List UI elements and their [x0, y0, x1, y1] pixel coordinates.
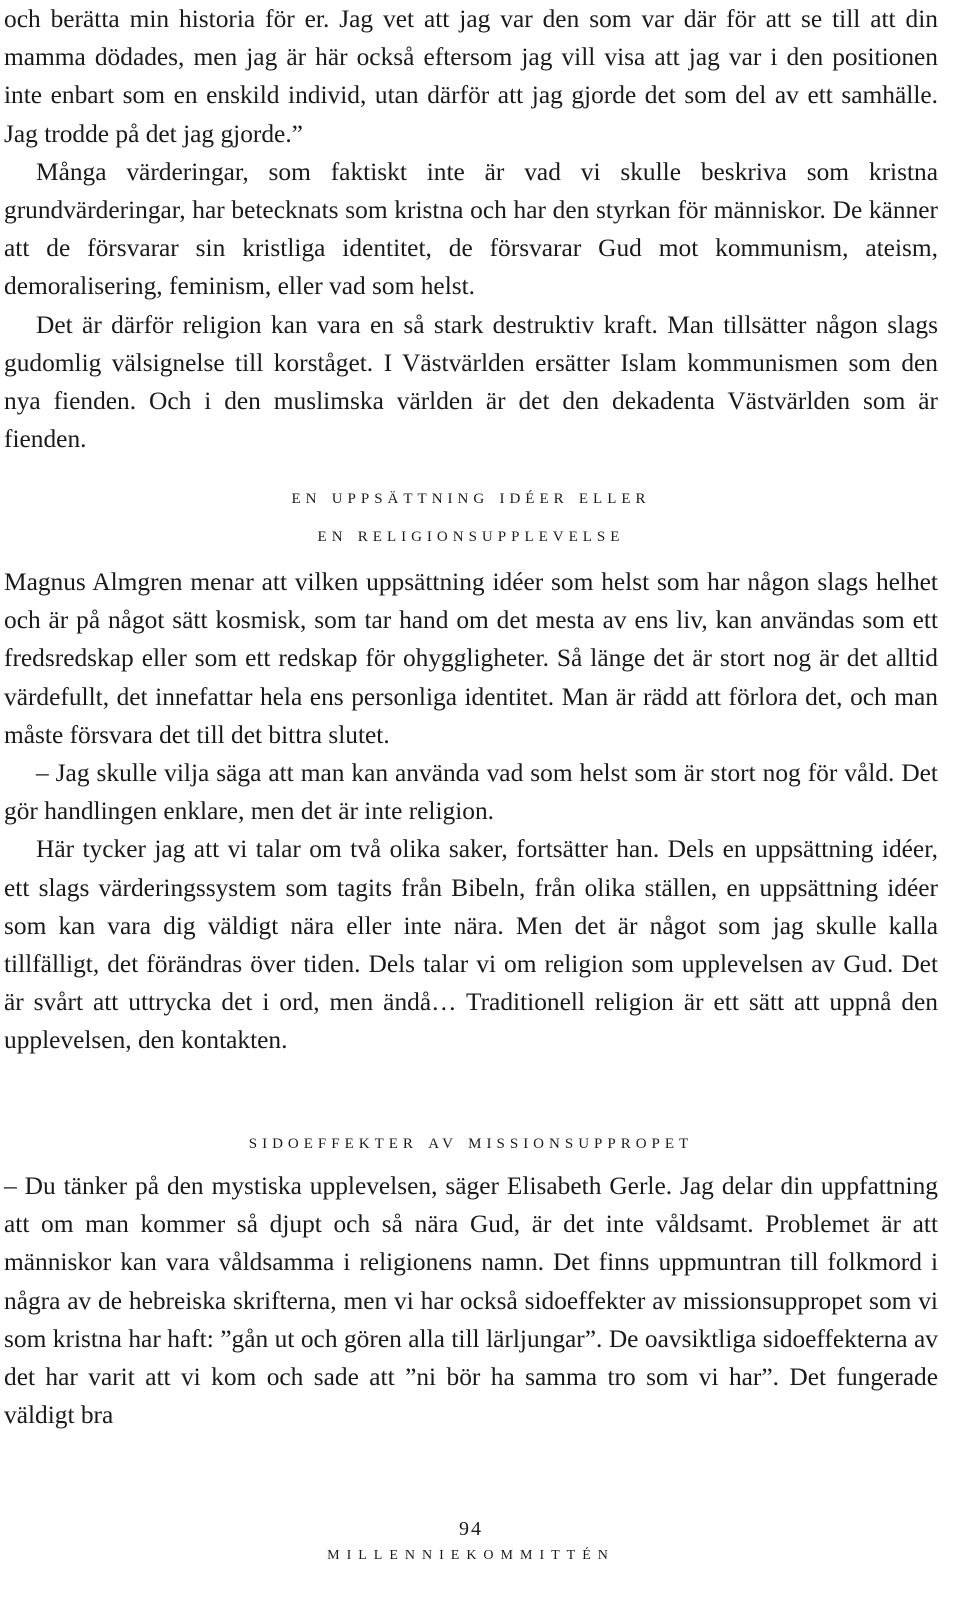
- top-text-block: [4, 0, 938, 458]
- bottom-text-block: [4, 1167, 938, 1434]
- running-footer: MILLENNIEKOMMITTÉN: [327, 1548, 615, 1563]
- middle-text-block: [4, 563, 938, 1060]
- paragraph: Många värderingar, som faktiskt inte är vad vi skulle beskriva som kristna grundvärderingar, har betecknats som kristna och har den styrkan för människor. De känner att de försvarar sin kristliga identitet, de försvarar Gud mot kommunism, ateism, demoralisering, feminism, eller vad som helst.: [4, 157, 938, 301]
- section-heading-line: sidoeffekter av missionsuppropet: [248, 1129, 694, 1153]
- paragraph: och berätta min historia för er. Jag vet att jag var den som var där för att se till att din mamma dödades, men jag är här också eftersom jag vill visa att jag var i den positionen inte enbart som en enskild individ, utan därför att jag gjorde det som del av ett samhälle. Jag trodde på det jag gjorde.”: [4, 5, 938, 148]
- section-heading: [4, 477, 938, 553]
- section-heading-line: en religionsupplevelse: [317, 522, 625, 546]
- section-heading: [4, 1122, 938, 1160]
- section-heading-line: en uppsättning idéer eller: [291, 484, 651, 508]
- page-number: 94: [459, 1518, 483, 1540]
- paragraph: Magnus Almgren menar att vilken uppsättning idéer som helst som har någon slags helhet och är på något sätt kosmisk, som tar hand om det mesta av ens liv, kan användas som ett fredsredskap eller som ett redskap för ohyggligheter. Så länge det är stort nog är det alltid värdefullt, det innefattar hela ens personliga identitet. Man är rädd att förlora det, och man måste försvara det till det bittra slutet.: [4, 568, 938, 749]
- paragraph: Här tycker jag att vi talar om två olika saker, fortsätter han. Dels en uppsättning idéer, ett slags värderingssystem som tagits från Bibeln, från olika ställen, en uppsättning idéer som kan vara dig väldigt nära eller inte nära. Men det är något som jag skulle kalla tillfälligt, det förändras över tiden. Dels talar vi om religion som upplevelsen av Gud. Det är svårt att uttrycka det i ord, men ändå… Traditionell religion är ett sätt att uppnå den upplevelsen, den kontakten.: [4, 835, 938, 1055]
- paragraph: – Du tänker på den mystiska upplevelsen, säger Elisabeth Gerle. Jag delar din uppfattning att om man kommer så djupt och så nära Gud, är det inte våldsamt. Problemet är att människor kan vara våldsamma i religionens namn. Det finns uppmuntran till folkmord i några av de hebreiska skrifterna, men vi har också sidoeffekter av missionsuppropet som vi som kristna har haft: ”gån ut och gören alla till lärljungar”. De oavsiktliga sidoeffekterna av det har varit att vi kom och sade att ”ni bör ha samma tro som vi har”. Det fungerade väldigt bra: [4, 1172, 938, 1430]
- paragraph: Det är därför religion kan vara en så stark destruktiv kraft. Man tillsätter någon slags gudomlig välsignelse till korståget. I Västvärlden ersätter Islam kommunismen som den nya fienden. Och i den muslimska världen är det den dekadenta Västvärlden som är fienden.: [4, 310, 938, 454]
- paragraph: – Jag skulle vilja säga att man kan använda vad som helst som är stort nog för våld. Det gör handlingen enklare, men det är inte religion.: [4, 759, 938, 826]
